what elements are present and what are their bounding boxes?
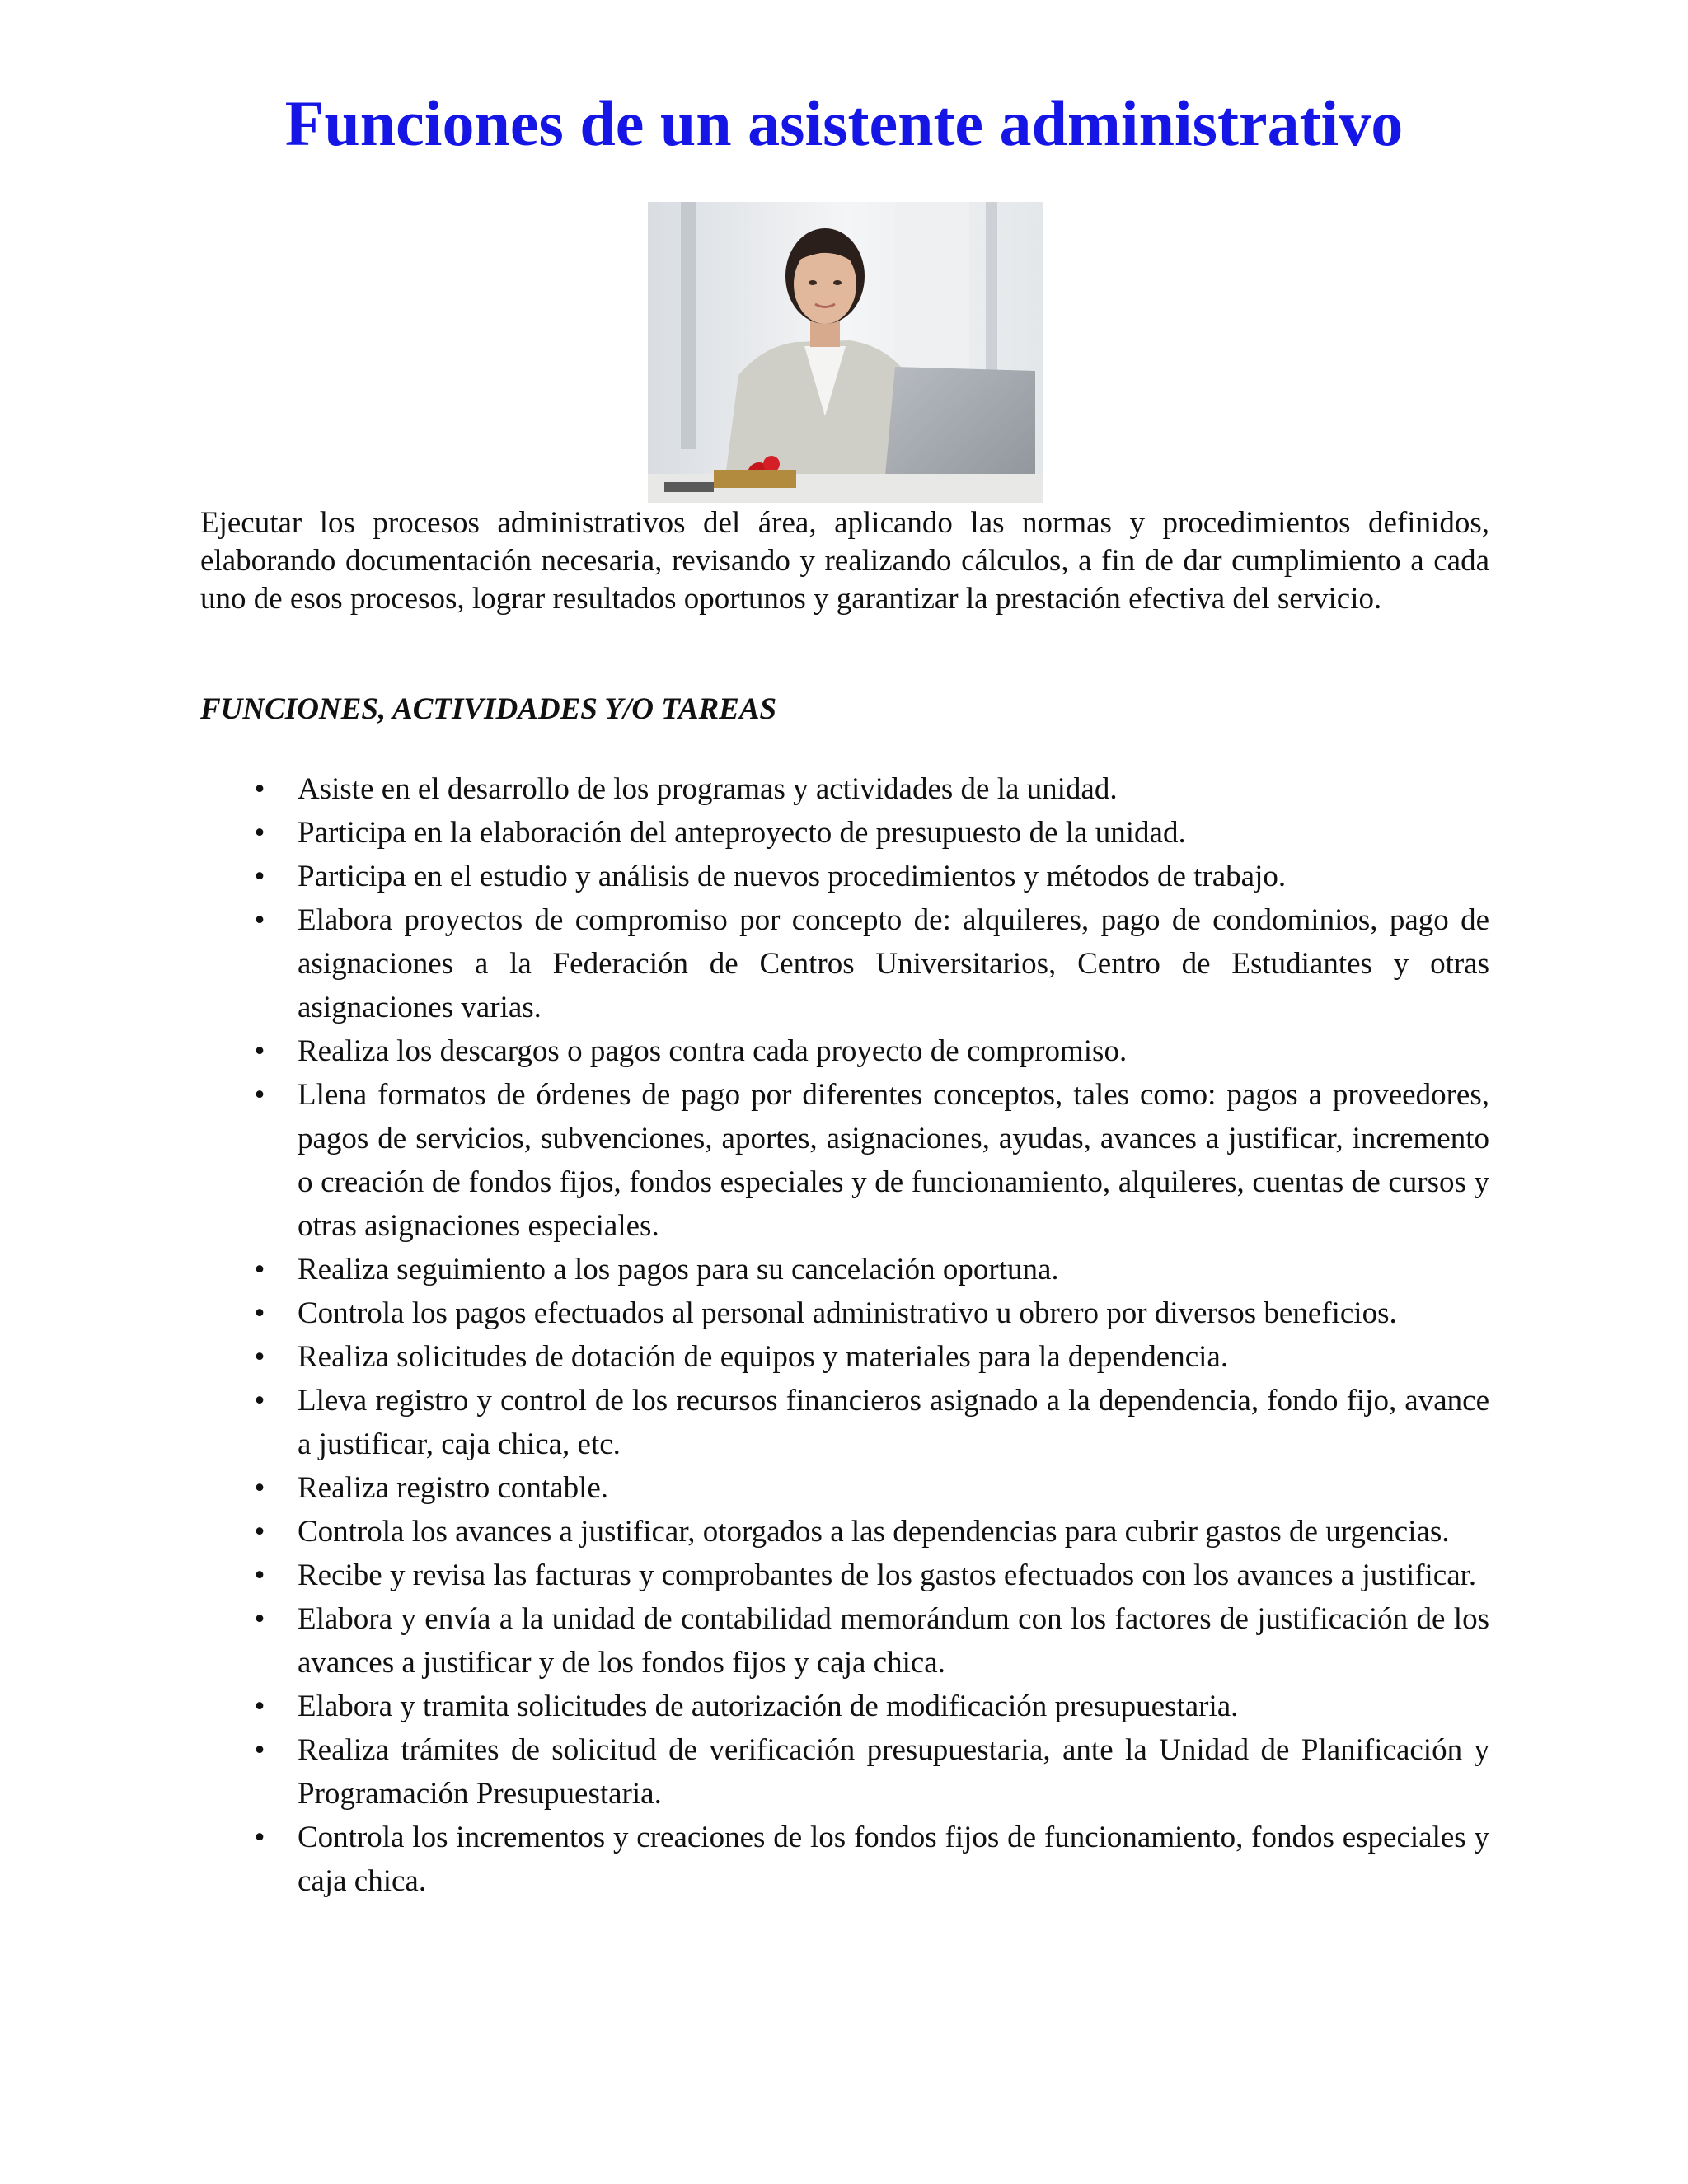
task-text: Elabora y tramita solicitudes de autorización de modificación presupuestaria.: [298, 1690, 1239, 1723]
bullet-icon: •: [254, 1296, 265, 1330]
task-text: Asiste en el desarrollo de los programas y actividades de la unidad.: [298, 772, 1118, 806]
bullet-icon: •: [254, 772, 265, 806]
task-text: Elabora proyectos de compromiso por concepto de: alquileres, pago de condominios, pago de asignaciones a la Federación de Centros Universitarios, Centro de Estudiantes y otras asignaciones varias.: [298, 903, 1489, 1024]
task-text: Realiza seguimiento a los pagos para su cancelación oportuna.: [298, 1253, 1059, 1286]
list-item: [200, 1685, 1489, 1728]
bullet-icon: •: [254, 1253, 265, 1286]
list-item: [200, 1335, 1489, 1379]
section-heading: FUNCIONES, ACTIVIDADES Y/O TAREAS: [200, 692, 777, 726]
task-text: Participa en la elaboración del anteproyecto de presupuesto de la unidad.: [298, 816, 1186, 850]
list-item: [200, 811, 1489, 855]
list-item: [200, 1466, 1489, 1510]
bullet-icon: •: [254, 1515, 265, 1549]
list-item: [200, 1073, 1489, 1248]
page-title: Funciones de un asistente administrativo: [284, 87, 1404, 159]
bullet-icon: •: [254, 1602, 265, 1636]
task-text: Llena formatos de órdenes de pago por diferentes conceptos, tales como: pagos a proveedores, pagos de servicios, subvenciones, aportes, asignaciones, ayudas, avances a justificar, incremento o creación de fondos fijos, fondos especiales y de funcionamiento, alquileres, cuentas de cursos y otras asignaciones especiales.: [298, 1078, 1489, 1243]
list-item: [200, 1510, 1489, 1554]
task-text: Realiza registro contable.: [298, 1471, 609, 1505]
bullet-icon: •: [254, 816, 265, 850]
intro-paragraph: Ejecutar los procesos administrativos del área, aplicando las normas y procedimientos definidos, elaborando documentación necesaria, revisando y realizando cálculos, a fin de dar cumplimiento a cada uno de esos procesos, lograr resultados oportunos y garantizar la prestación efectiva del servicio.: [200, 506, 1489, 616]
task-text: Participa en el estudio y análisis de nuevos procedimientos y métodos de trabajo.: [298, 860, 1287, 893]
list-item: [200, 898, 1489, 1029]
list-item: [200, 855, 1489, 898]
task-text: Realiza trámites de solicitud de verificación presupuestaria, ante la Unidad de Planificación y Programación Presupuestaria.: [298, 1733, 1489, 1811]
bullet-icon: •: [254, 860, 265, 893]
list-item: [200, 1291, 1489, 1335]
task-text: Controla los pagos efectuados al personal administrativo u obrero por diversos beneficios.: [298, 1296, 1397, 1330]
list-item: [200, 1816, 1489, 1903]
bullet-icon: •: [254, 1821, 265, 1854]
bullet-icon: •: [254, 1078, 265, 1112]
list-item: [200, 1029, 1489, 1073]
task-text: Lleva registro y control de los recursos financieros asignado a la dependencia, fondo fijo, avance a justificar, caja chica, etc.: [298, 1384, 1489, 1461]
assistant-photo: [648, 202, 1043, 503]
task-text: Realiza solicitudes de dotación de equipos y materiales para la dependencia.: [298, 1340, 1229, 1374]
bullet-icon: •: [254, 1471, 265, 1505]
bullet-icon: •: [254, 903, 265, 937]
task-text: Realiza los descargos o pagos contra cada proyecto de compromiso.: [298, 1034, 1128, 1068]
bullet-icon: •: [254, 1034, 265, 1068]
list-item: [200, 1728, 1489, 1816]
bullet-icon: •: [254, 1340, 265, 1374]
task-text: Elabora y envía a la unidad de contabilidad memorándum con los factores de justificación de los avances a justificar y de los fondos fijos y caja chica.: [298, 1602, 1489, 1680]
list-item: [200, 1554, 1489, 1597]
list-item: [200, 1248, 1489, 1291]
list-item: [200, 767, 1489, 811]
task-text: Controla los incrementos y creaciones de los fondos fijos de funcionamiento, fondos especiales y caja chica.: [298, 1821, 1489, 1898]
bullet-icon: •: [254, 1733, 265, 1767]
list-item: [200, 1379, 1489, 1466]
list-item: [200, 1597, 1489, 1685]
bullet-icon: •: [254, 1384, 265, 1418]
bullet-icon: •: [254, 1558, 265, 1592]
task-text: Controla los avances a justificar, otorgados a las dependencias para cubrir gastos de urgencias.: [298, 1515, 1450, 1549]
tasks-list: [200, 767, 1489, 1903]
task-text: Recibe y revisa las facturas y comprobantes de los gastos efectuados con los avances a justificar.: [298, 1558, 1477, 1592]
bullet-icon: •: [254, 1690, 265, 1723]
